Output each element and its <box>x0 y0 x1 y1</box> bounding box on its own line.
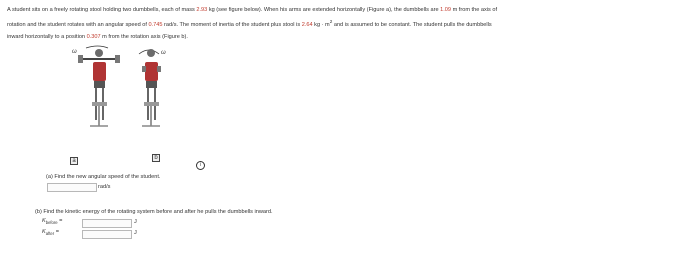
k-after-label: $K_{after}$ = <box>42 229 59 237</box>
extended-distance-value: 1.09 <box>440 7 452 13</box>
k-after-input[interactable] <box>82 230 132 239</box>
figure-a-student <box>72 46 120 126</box>
omega-symbol-b: ω <box>161 50 166 56</box>
k-before-input[interactable] <box>82 219 132 228</box>
k-before-unit: J <box>134 219 137 225</box>
figure-b-label: b <box>152 154 160 162</box>
figure-a-label: a <box>70 157 78 165</box>
head-b <box>147 49 155 57</box>
problem-line-2: rotation and the student rotates with an angular speed of 0.745 rad/s. The moment of inertia of the student plus stool is 2.64 kg · $m^2$ and is assumed to be constant. The student pulls the dumbbells <box>7 19 492 29</box>
figure-b-student <box>139 49 166 126</box>
stool-seat-a <box>92 102 107 106</box>
dumbbell-left-a <box>78 55 83 63</box>
problem-line-3: inward horizontally to a position 0.307 m from the rotation axis (Figure b). <box>7 33 188 40</box>
hips-a <box>94 81 105 88</box>
info-icon[interactable]: i <box>196 161 205 170</box>
torso-b <box>145 62 158 81</box>
student-stool-figure <box>56 42 206 162</box>
angular-speed-value: 0.745 <box>148 22 163 29</box>
omega-symbol-a: ω <box>72 49 77 55</box>
part-b-question: (b) Find the kinetic energy of the rotating system before and after he pulls the dumbbells inward. <box>35 209 273 215</box>
mass-value: 2.93 <box>196 7 208 13</box>
dumbbell-right-b <box>157 66 161 72</box>
problem-statement <box>7 5 693 43</box>
inertia-value: 2.64 <box>301 22 313 29</box>
hips-b <box>146 81 157 88</box>
torso-a <box>93 62 106 81</box>
part-a-question: (a) Find the new angular speed of the student. <box>46 174 161 180</box>
angular-speed-input[interactable] <box>47 183 97 192</box>
figure-drawing <box>56 42 206 162</box>
k-after-unit: J <box>134 230 137 236</box>
dumbbell-right-a <box>115 55 120 63</box>
stool-seat-b <box>144 102 159 106</box>
part-a-unit: rad/s <box>98 184 111 190</box>
problem-line-1: A student sits on a freely rotating stool holding two dumbbells, each of mass 2.93 kg (see figure below). When his arms are extended horizontally (Figure a), the dumbbells are 1.09 m from the axis of <box>7 7 498 13</box>
head-a <box>95 49 103 57</box>
k-before-label: $K_{before}$ = <box>42 218 63 226</box>
rotation-arrow-a-icon <box>86 46 108 48</box>
retracted-distance-value: 0.307 <box>86 33 101 40</box>
dumbbell-left-b <box>142 66 146 72</box>
